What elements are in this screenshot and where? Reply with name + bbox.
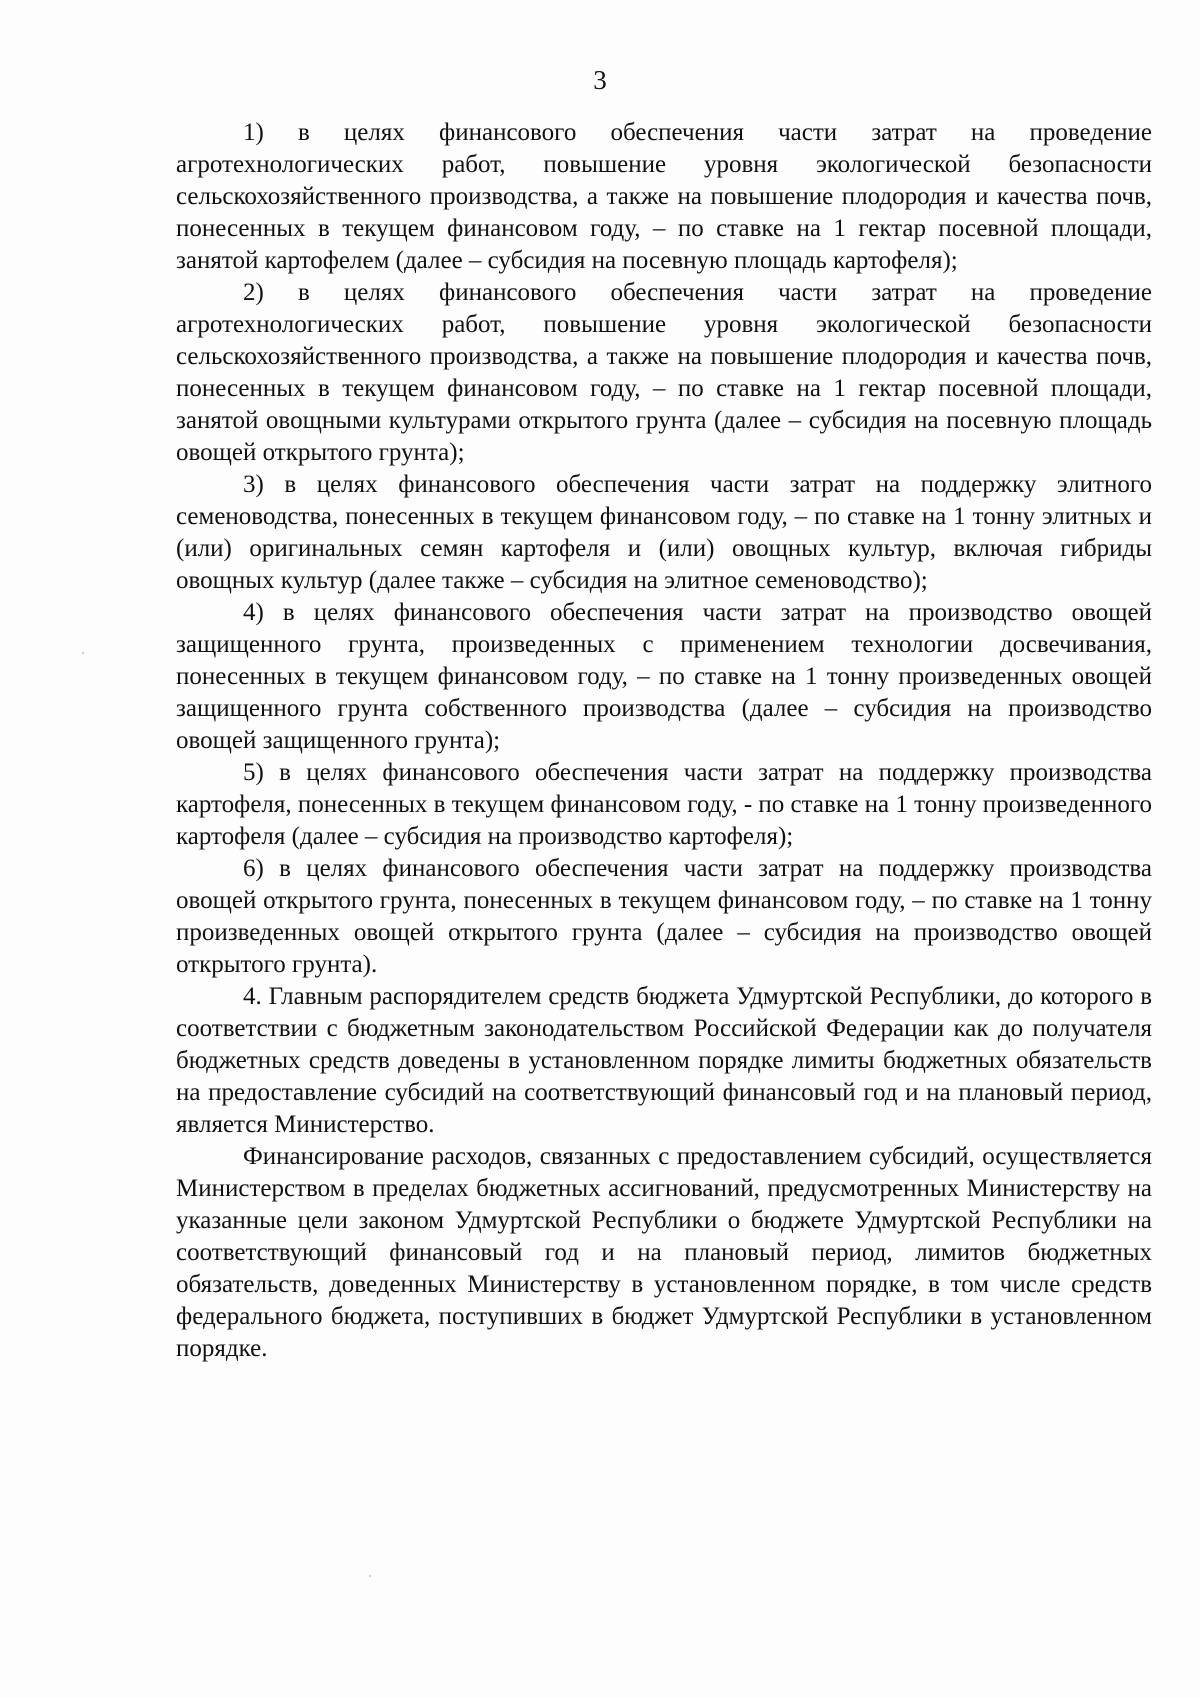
- paragraph-item-2: 2) в целях финансового обеспечения части затрат на проведение агротехнологических работ, повышение уровня экологической безопасности сельскохозяйственного производства, а также на повышение плодородия и качества почв, понесенных в текущем финансовом году, – по ставке на 1 гектар посевной площади, занятой овощными культурами открытого грунта (далее – субсидия на посевную площадь овощей открытого грунта);: [176, 279, 1152, 466]
- paragraph-item-4: 4) в целях финансового обеспечения части затрат на производство овощей защищенного грунта, произведенных с применением технологии досвечивания, понесенных в текущем финансовом году, – по ставке на 1 тонну произведенных овощей защищенного грунта собственного производства (далее – субсидия на производство овощей защищенного грунта);: [176, 599, 1152, 754]
- paragraph-item-1: 1) в целях финансового обеспечения части затрат на проведение агротехнологических работ, повышение уровня экологической безопасности сельскохозяйственного производства, а также на повышение плодородия и качества почв, понесенных в текущем финансовом году, – по ставке на 1 гектар посевной площади, занятой картофелем (далее – субсидия на посевную площадь картофеля);: [176, 119, 1152, 274]
- paragraph-main-administrator: 4. Главным распорядителем средств бюджета Удмуртской Республики, до которого в соответствии с бюджетным законодательством Российской Федерации как до получателя бюджетных средств доведены в установленном порядке лимиты бюджетных обязательств на предоставление субсидий на соответствующий финансовый год и на плановый период, является Министерство.: [176, 983, 1152, 1138]
- scan-speck: [82, 652, 84, 654]
- document-body: [176, 117, 1152, 1365]
- paragraph-item-5: 5) в целях финансового обеспечения части затрат на поддержку производства картофеля, понесенных в текущем финансовом году, - по ставке на 1 тонну произведенного картофеля (далее – субсидия на производство картофеля);: [176, 759, 1152, 850]
- scan-speck: [369, 1575, 371, 1577]
- paragraph-item-3: 3) в целях финансового обеспечения части затрат на поддержку элитного семеноводства, понесенных в текущем финансовом году, – по ставке на 1 тонну элитных и (или) оригинальных семян картофеля и (или) овощных культур, включая гибриды овощных культур (далее также – субсидия на элитное семеноводство);: [176, 471, 1152, 594]
- paragraph-financing: Финансирование расходов, связанных с предоставлением субсидий, осуществляется Министерством в пределах бюджетных ассигнований, предусмотренных Министерству на указанные цели законом Удмуртской Республики о бюджете Удмуртской Республики на соответствующий финансовый год и на плановый период, лимитов бюджетных обязательств, доведенных Министерству в установленном порядке, в том числе средств федерального бюджета, поступивших в бюджет Удмуртской Республики в установленном порядке.: [176, 1143, 1152, 1362]
- paragraph-item-6: 6) в целях финансового обеспечения части затрат на поддержку производства овощей открытого грунта, понесенных в текущем финансовом году, – по ставке на 1 тонну произведенных овощей открытого грунта (далее – субсидия на производство овощей открытого грунта).: [176, 855, 1152, 978]
- page-number: 3: [593, 65, 607, 95]
